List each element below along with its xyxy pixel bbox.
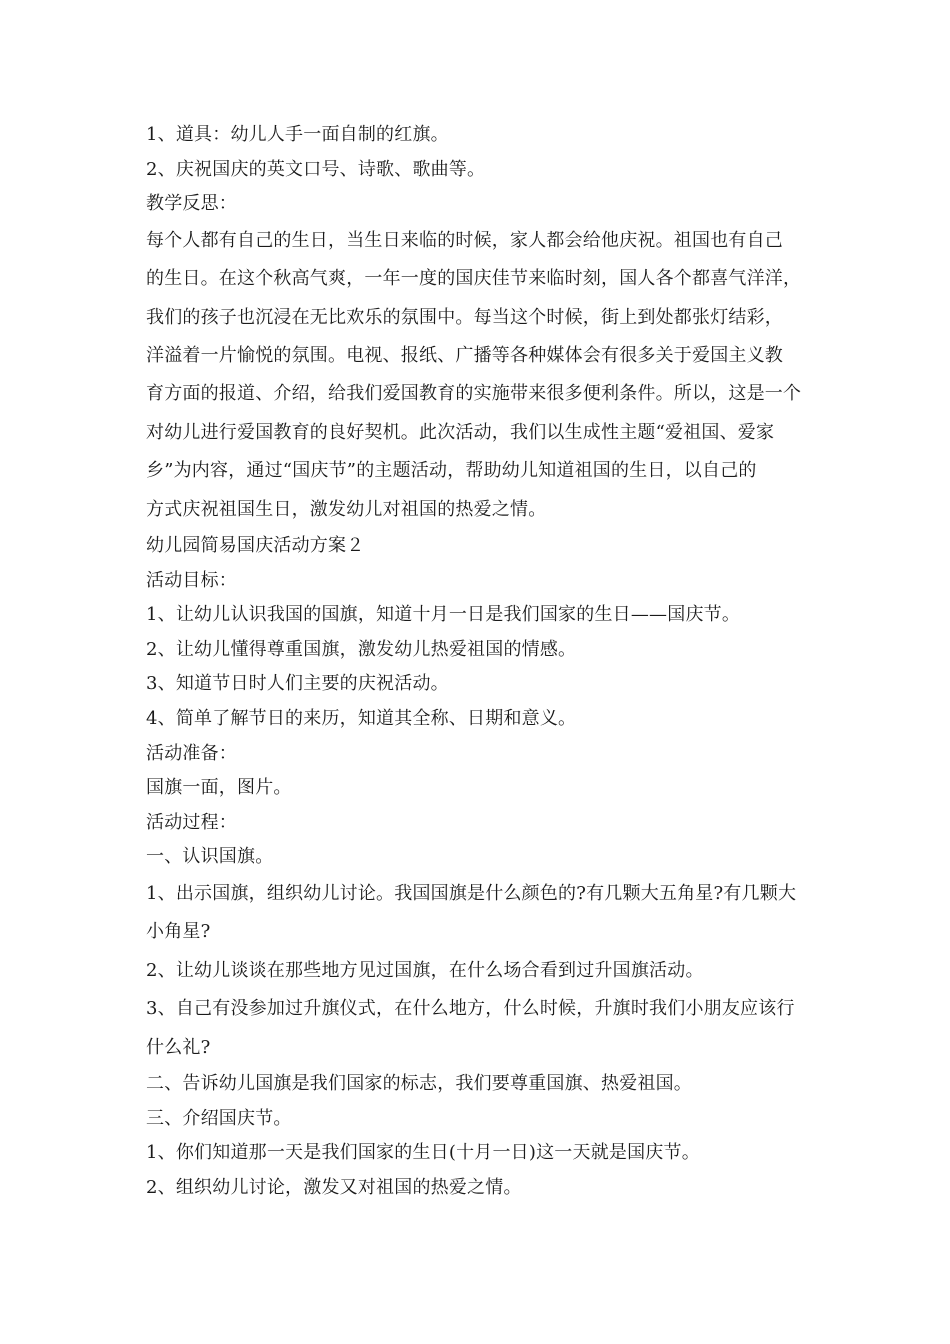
flag-question-paragraph <box>146 875 810 952</box>
text-line: 2、庆祝国庆的英文口号、诗歌、歌曲等。 <box>146 158 486 180</box>
paragraph-line: 方式庆祝祖国生日，激发幼儿对祖国的热爱之情。 <box>146 498 547 520</box>
paragraph-line: 每个人都有自己的生日，当生日来临的时候，家人都会给他庆祝。祖国也有自己 <box>146 229 783 251</box>
paragraph-line: 小角星? <box>146 921 211 943</box>
paragraph-line: 的生日。在这个秋高气爽，一年一度的国庆佳节来临时刻，国人各个都喜气洋洋， <box>146 268 802 290</box>
paragraph-line: 洋溢着一片愉悦的氛围。电视、报纸、广播等各种媒体会有很多关于爱国主义教 <box>146 345 783 366</box>
paragraph-line: 乡”为内容，通过“国庆节”的主题活动，帮助幼儿知道祖国的生日，以自己的 <box>146 460 757 482</box>
step-heading: 一、认识国旗。 <box>146 846 274 868</box>
text-line: 1、道具：幼儿人手一面自制的红旗。 <box>146 124 449 145</box>
section-heading: 活动过程： <box>146 811 237 833</box>
list-item: 4、简单了解节日的来历，知道其全称、日期和意义。 <box>146 708 577 729</box>
section-heading: 活动准备： <box>146 742 237 764</box>
document-body <box>146 118 810 1205</box>
paragraph-line: 我们的孩子也沉浸在无比欢乐的氛围中。每当这个时候，街上到处都张灯结彩， <box>146 306 783 328</box>
section-heading: 教学反思： <box>146 193 237 215</box>
section-heading: 活动目标： <box>146 569 237 591</box>
step-heading: 二、告诉幼儿国旗是我们国家的标志，我们要尊重国旗、热爱祖国。 <box>146 1073 692 1094</box>
reflection-paragraph <box>146 222 810 529</box>
paragraph-line: 3、自己有没参加过升旗仪式，在什么地方，什么时候，升旗时我们小朋友应该行 <box>146 998 795 1020</box>
paragraph-line: 对幼儿进行爱国教育的良好契机。此次活动，我们以生成性主题“爱祖国、爱家 <box>146 421 775 443</box>
list-item: 1、你们知道那一天是我们国家的生日(十月一日)这一天就是国庆节。 <box>146 1142 700 1164</box>
list-item: 3、知道节日时人们主要的庆祝活动。 <box>146 673 449 695</box>
ceremony-paragraph <box>146 990 810 1067</box>
plan-title: 幼儿园简易国庆活动方案２ <box>146 535 365 557</box>
paragraph-line: 什么礼? <box>146 1036 211 1058</box>
step-heading: 三、介绍国庆节。 <box>146 1107 292 1129</box>
list-item: 2、组织幼儿讨论，激发又对祖国的热爱之情。 <box>146 1176 522 1198</box>
text-line: 国旗一面，图片。 <box>146 777 292 799</box>
list-item: 1、让幼儿认识我国的国旗，知道十月一日是我们国家的生日——国庆节。 <box>146 604 741 626</box>
list-item: 2、让幼儿懂得尊重国旗，激发幼儿热爱祖国的情感。 <box>146 638 577 660</box>
paragraph-line: 育方面的报道、介绍，给我们爱国教育的实施带来很多便利条件。所以，这是一个 <box>146 383 802 405</box>
list-item: 2、让幼儿谈谈在那些地方见过国旗，在什么场合看到过升国旗活动。 <box>146 959 704 981</box>
paragraph-line: 1、出示国旗，组织幼儿讨论。我国国旗是什么颜色的?有几颗大五角星?有几颗大 <box>146 882 797 904</box>
